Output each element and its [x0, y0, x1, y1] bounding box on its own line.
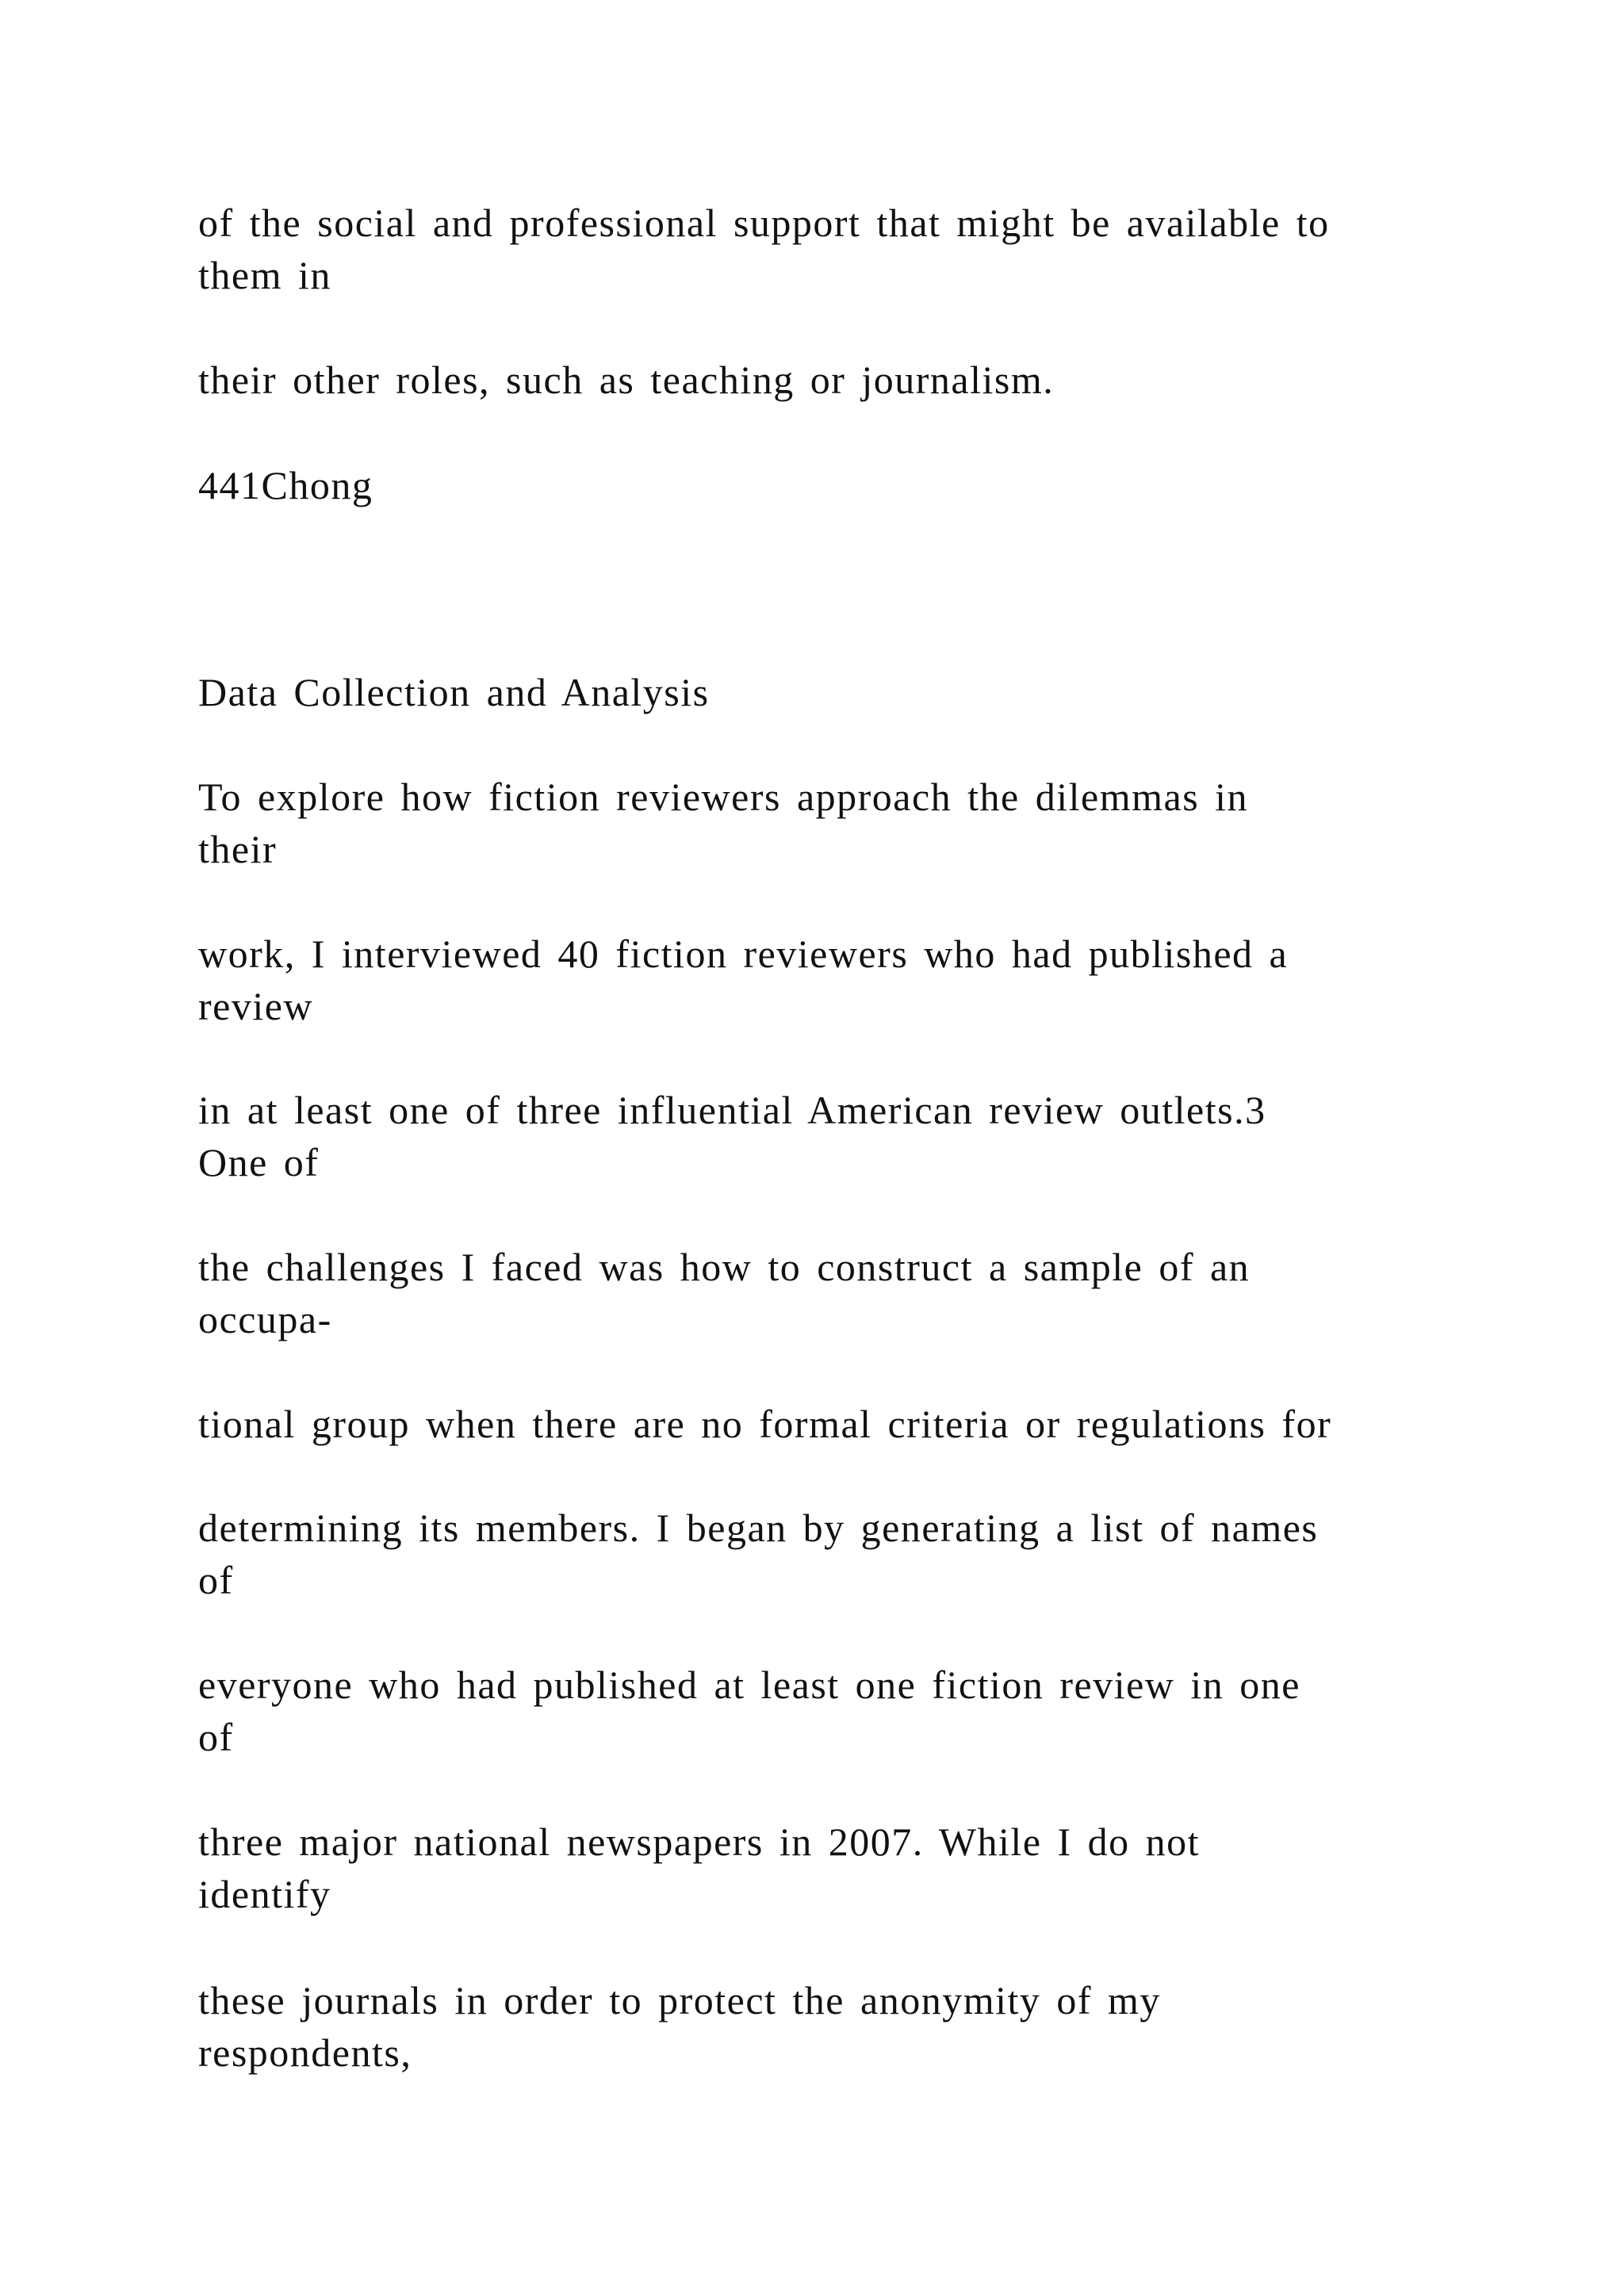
text-line: To explore how fiction reviewers approach the dilemmas in — [198, 775, 1249, 819]
section-heading: Data Collection and Analysis — [198, 670, 710, 714]
text-line: identify — [198, 1872, 331, 1916]
text-line: One of — [198, 1140, 320, 1184]
text-line: of — [198, 1715, 234, 1759]
text-line: their other roles, such as teaching or journalism. — [198, 358, 1055, 402]
text-line: these journals in order to protect the anonymity of my — [198, 1978, 1161, 2022]
text-line: in at least one of three influential American review outlets.3 — [198, 1088, 1266, 1132]
text-line: the challenges I faced was how to construct a sample of an — [198, 1245, 1251, 1289]
text-line: occupa- — [198, 1297, 332, 1341]
text-line: determining its members. I began by generating a list of names — [198, 1506, 1319, 1550]
text-line: their — [198, 827, 278, 871]
text-line: them in — [198, 253, 331, 297]
page-header: 441Chong — [198, 463, 373, 507]
text-line: tional group when there are no formal criteria or regulations for — [198, 1402, 1332, 1446]
text-line: work, I interviewed 40 fiction reviewers who had published a — [198, 932, 1289, 976]
text-line: of the social and professional support that might be available to — [198, 201, 1330, 245]
text-line: respondents, — [198, 2030, 412, 2075]
text-line: everyone who had published at least one fiction review in one — [198, 1663, 1301, 1707]
text-line: three major national newspapers in 2007. While I do not — [198, 1820, 1201, 1864]
text-line: of — [198, 1558, 234, 1602]
text-line: review — [198, 984, 314, 1028]
